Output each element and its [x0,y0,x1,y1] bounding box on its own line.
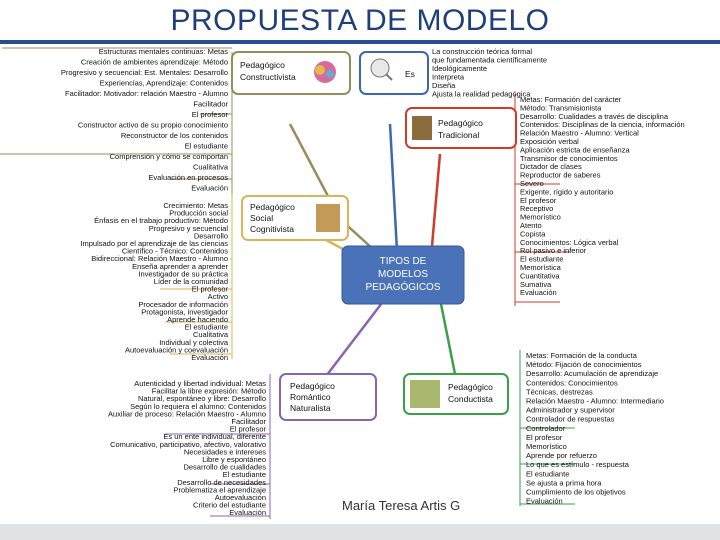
constructivista-item: Comprensión y cómo se comportan [109,152,228,161]
romantico-item: Problematiza el aprendizaje [173,485,266,495]
conductista-item: Controlador [526,423,566,433]
romantico-item: Comunicativo, participativo, afectivo, valorativo [110,439,266,449]
social-item: Crecimiento: Metas [163,201,228,210]
social-item: El profesor [191,284,228,294]
constructivista-item: Evaluación [191,183,228,193]
slide-title: PROPUESTA DE MODELO [170,4,550,37]
romantico-item: Necesidades e intereses [183,447,266,457]
tradicional-item: Conocimientos: Lógica verbal [520,237,619,247]
branch-line-romantico [320,299,385,384]
social-item: Procesador de información [138,299,228,309]
tradicional-item: Método: Transmisionista [520,103,602,113]
romantico-item: Libre y espontáneo [202,455,266,464]
tradicional-item: Dictador de clases [520,162,582,172]
romantico-item: Evaluación [229,508,266,518]
tradicional-item: Relación Maestro - Alumno: Vertical [520,128,639,138]
group-icon [316,204,340,232]
tradicional-item: Atento [520,221,542,230]
social-item: Líder de la comunidad [153,277,228,286]
constructivista-item: Experiencias, Aprendizaje: Contenidos [99,78,228,88]
es-item: Interpreta [432,72,465,82]
conductista-item: Evaluación [526,496,563,506]
tradicional-item: Severo [520,179,544,188]
social-item: Producción social [169,208,228,218]
conductista-item: Controlador de respuestas [526,414,615,424]
tradicional-item: Rol pasivo e inferior [520,246,587,256]
conductista-item: El profesor [526,432,563,442]
footer-bar [0,524,720,540]
tradicional-item: Aplicación estricta de enseñanza [520,145,630,155]
es-item: Ajusta la realidad pedagógica [432,89,531,99]
romantico-item: Facilitador [231,417,266,426]
node-romantico-line2: Romántico [290,392,331,402]
tradicional-item: Memorístico [520,212,561,222]
center-line-1: TIPOS DE [379,256,427,267]
social-item: Impulsado por el aprendizaje de las ciencias [80,239,228,248]
mind-map-canvas [0,44,720,524]
social-item: Énfasis en el trabajo productivo: Método [94,216,228,226]
branch-line-conductista [440,299,455,374]
conductista-item: Relación Maestro - Alumno: Intermediario [526,396,664,406]
conductista-item: Memorístico [526,442,567,451]
tradicional-item: Sumativa [520,279,552,289]
node-constructivista-line1: Pedagógico [240,60,285,70]
social-item: Investigador de su práctica [138,269,228,279]
social-item: Autoevaluación y coevaluación [125,345,228,355]
mind-map-diagram [0,44,720,524]
node-conductista-line1: Pedagógico [448,382,493,392]
constructivista-item: Progresivo y secuencial: Est. Mentales: Desarrollo [60,68,228,77]
constructivista-item: Estructuras mentales continuas: Metas [98,47,228,56]
author-credit: María Teresa Artis G [342,498,461,513]
node-tradicional-line1: Pedagógico [438,118,483,128]
romantico-item: Natural, espontáneo y libre: Desarrollo [138,394,266,404]
social-item: Desarrollo [193,231,228,241]
constructivista-item: Facilitador: Motivador: relación Maestro - Alumno [65,89,228,98]
conductista-item: Lo que es estímulo - respuesta [526,460,629,470]
node-social-line1: Pedagógico [250,202,295,212]
tradicional-item: El estudiante [520,254,564,264]
romantico-item: Auxiliar de proceso: Relación Maestro - Alumno [108,409,266,419]
tradicional-item: Contenidos: Disciplinas de la ciencia, información [520,120,685,130]
es-item: Ideológicamente [432,64,488,73]
social-item: Individual y colectiva [159,337,228,347]
romantico-item: Es un ente individual, diferente [163,432,266,442]
tradicional-item: Exposición verbal [520,137,579,146]
tradicional-item: Transmisor de conocimientos [520,153,618,163]
es-item: La construcción teórica formal [432,47,533,56]
node-es-label: Es [405,69,415,79]
constructivista-item: Facilitador [193,99,228,109]
romantico-item: Desarrollo de necesidades [177,477,266,487]
constructivista-item: El profesor [191,110,228,119]
social-item: Enseña aprender a aprender [132,261,228,271]
center-line-3: PEDAGÓGICOS [365,282,441,293]
social-item: El estudiante [184,322,228,332]
conductista-item: Administrador y supervisor [526,405,615,415]
tradicional-item: Copista [520,229,546,239]
node-tradicional-line2: Tradicional [438,130,480,140]
tradicional-item: Metas: Formación del carácter [520,95,622,104]
social-item: Científico - Técnico: Contenidos [121,246,228,256]
romantico-item: Facilitar la libre expresión: Método [151,386,266,396]
node-es[interactable] [360,52,428,94]
teacher-icon [412,116,432,140]
conductista-item: El estudiante [526,469,570,479]
node-constructivista-line2: Constructivista [240,72,296,82]
node-romantico-line3: Naturalista [290,403,331,413]
conductista-item: Aprende por refuerzo [526,451,597,461]
romantico-item: Autenticidad y libertad individual: Metas [134,379,266,388]
constructivista-item: Constructor activo de su propio conocimiento [77,120,228,130]
node-conductista-line2: Conductista [448,394,493,404]
conductista-item: Desarrollo: Acumulación de aprendizaje [526,369,659,379]
social-item: Cualitativa [192,330,228,340]
es-item: Diseña [432,81,456,90]
romantico-item: El estudiante [222,470,266,480]
romantico-item: Criterio del estudiante [193,500,266,510]
tradicional-item: Desarrollo: Cualidades a través de disciplina [520,111,668,121]
tradicional-item: Reproductor de saberes [520,170,601,180]
node-romantico-line1: Pedagógico [290,381,335,391]
romantico-item: Según lo requiera el alumno: Contenidos [130,401,266,411]
constructivista-item: Reconstructor de los contenidos [120,131,228,140]
social-item: Protagonista, investigador [141,307,228,317]
social-item: Bidireccional: Relación Maestro - Alumno [91,254,228,264]
romantico-item: Desarrollo de cualidades [183,462,266,472]
constructivista-item: El estudiante [184,141,228,151]
conductista-item: Contenidos: Conocimientos [526,378,618,388]
conductista-item: Método: Fijación de conocimientos [526,360,642,370]
node-social-line3: Cognitivista [250,224,294,234]
tradicional-item: Cuantitativa [520,271,560,281]
tradicional-item: Memorística [520,263,561,272]
tradicional-item: Exigente, rígido y autoritario [520,187,614,197]
center-line-2: MODELOS [377,269,429,280]
constructivista-item: Creación de ambientes aprendizaje: Método [80,57,228,67]
romantico-item: El profesor [229,424,266,434]
es-item: que fundamentada científicamente [432,55,548,65]
classroom-icon [410,380,440,408]
conductista-item: Metas: Formación de la conducta [526,351,637,360]
tradicional-item: El profesor [520,195,557,205]
conductista-item: Técnicas, destrezas [526,387,593,397]
social-item: Progresivo y secuencial [148,223,228,233]
social-item: Aprende haciendo [167,315,228,324]
conductista-item: Se ajusta a prima hora [526,478,602,488]
constructivista-item: Cualitativa [192,162,228,172]
conductista-item: Cumplimiento de los objetivos [526,487,626,497]
tradicional-item: Evaluación [520,288,557,298]
constructivista-item: Evaluación en procesos [148,173,228,182]
node-social-line2: Social [250,213,274,223]
romantico-item: Autoevaluación [214,493,266,502]
social-item: Evaluación [191,353,228,362]
social-item: Activo [207,292,228,302]
tradicional-item: Receptivo [520,204,554,214]
